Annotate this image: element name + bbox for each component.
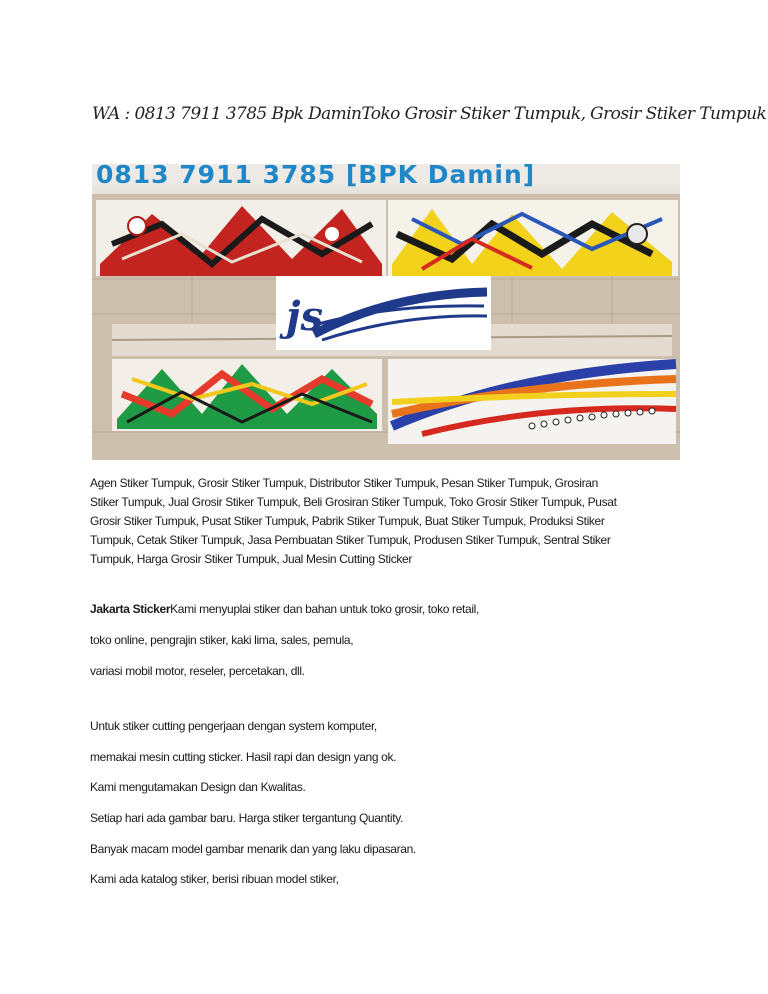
intro-line bbox=[90, 600, 690, 619]
sticker-sheet-yellow bbox=[388, 200, 678, 276]
body-line: Banyak macam model gambar menarik dan yang laku dipasaran. bbox=[90, 842, 416, 856]
body-line: Setiap hari ada gambar baru. Harga stiker tergantung Quantity. bbox=[90, 811, 403, 825]
description-line: Agen Stiker Tumpuk, Grosir Stiker Tumpuk, Distributor Stiker Tumpuk, Pesan Stiker Tumpuk, Grosiran bbox=[90, 476, 598, 490]
body-line: memakai mesin cutting sticker. Hasil rapi dan design yang ok. bbox=[90, 750, 397, 764]
description-paragraph bbox=[90, 474, 690, 569]
body-line: toko online, pengrajin stiker, kaki lima, sales, pemula, bbox=[90, 633, 354, 647]
body-line: Kami ada katalog stiker, berisi ribuan model stiker, bbox=[90, 872, 339, 886]
description-line: Tumpuk, Cetak Stiker Tumpuk, Jasa Pembuatan Stiker Tumpuk, Produsen Stiker Tumpuk, Sentral Stiker bbox=[90, 533, 611, 547]
body-line: Kami mengutamakan Design dan Kwalitas. bbox=[90, 780, 306, 794]
sticker-sheet-red bbox=[96, 200, 386, 276]
description-line: Stiker Tumpuk, Jual Grosir Stiker Tumpuk, Beli Grosiran Stiker Tumpuk, Toko Grosir Stiker Tumpuk, Pusat bbox=[90, 495, 617, 509]
brand-logo bbox=[276, 276, 491, 350]
company-name: Jakarta Sticker bbox=[90, 602, 171, 616]
description-line: Grosir Stiker Tumpuk, Pusat Stiker Tumpuk, Pabrik Stiker Tumpuk, Buat Stiker Tumpuk, Produksi Stiker bbox=[90, 514, 605, 528]
banner-text: 0813 7911 3785 [BPK Damin] bbox=[96, 164, 536, 189]
sticker-sheet-stripes bbox=[388, 359, 676, 444]
body-line: variasi mobil motor, reseler, percetakan, dll. bbox=[90, 664, 305, 678]
sticker-sheet-colorful bbox=[112, 359, 382, 431]
intro-text: Kami menyuplai stiker dan bahan untuk toko grosir, toko retail, bbox=[170, 602, 479, 616]
page-title: WA : 0813 7911 3785 Bpk DaminToko Grosir Stiker Tumpuk, Grosir Stiker Tumpuk bbox=[92, 104, 767, 124]
description-line: Tumpuk, Harga Grosir Stiker Tumpuk, Jual Mesin Cutting Sticker bbox=[90, 552, 412, 566]
product-photo bbox=[92, 164, 680, 460]
body-line: Untuk stiker cutting pengerjaan dengan system komputer, bbox=[90, 719, 377, 733]
logo-text: js bbox=[286, 293, 323, 340]
